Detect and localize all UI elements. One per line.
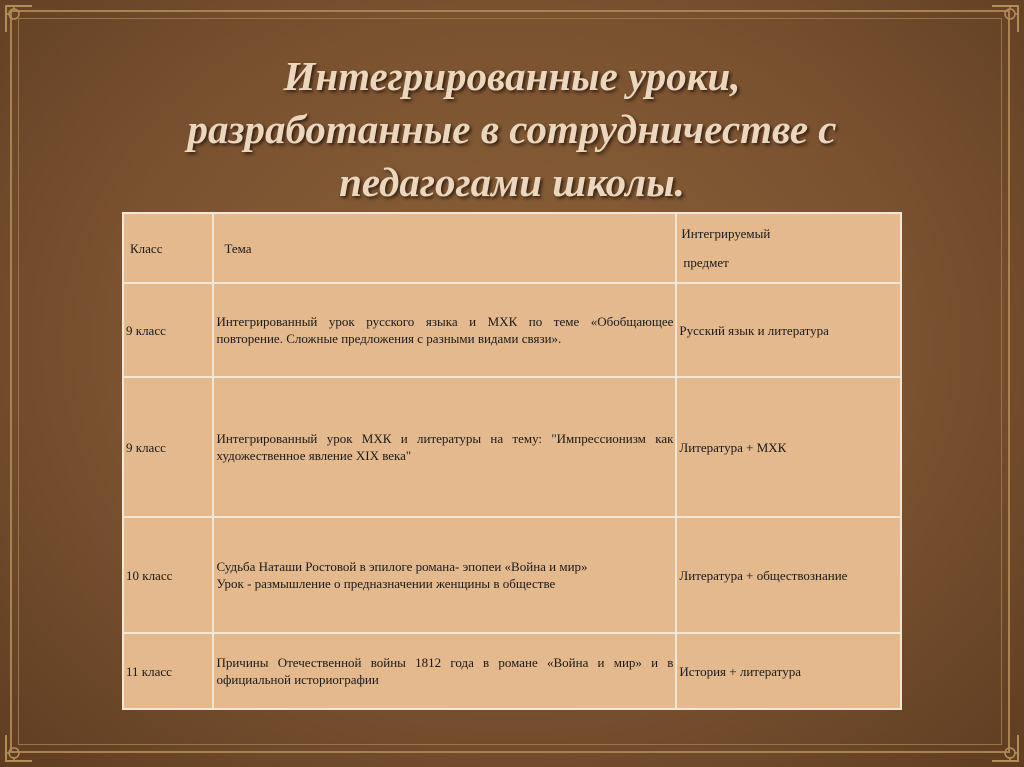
row-grade: 10 класс (123, 517, 213, 633)
row-topic: Интегрированный урок русского языка и МХК по теме «Обобщающее повторение. Сложные предложения с разными видами связи». (213, 283, 676, 377)
header-topic: Тема (213, 213, 676, 283)
lessons-table (122, 212, 902, 710)
table-row (123, 377, 901, 517)
corner-ornament-icon (2, 2, 36, 36)
row-grade: 9 класс (123, 377, 213, 517)
title-line: разработанные в сотрудничестве с (187, 106, 837, 152)
row-topic: Причины Отечественной войны 1812 года в романе «Война и мир» и в официальной историографии (213, 633, 676, 709)
row-subject: Литература + МХК (676, 377, 901, 517)
title-line: педагогами школы. (339, 159, 685, 205)
table-header-row (123, 213, 901, 283)
corner-ornament-icon (2, 731, 36, 765)
table-row (123, 633, 901, 709)
row-subject: Русский язык и литература (676, 283, 901, 377)
row-topic: Судьба Наташи Ростовой в эпилоге романа- эпопеи «Война и мир» Урок - размышление о предназначении женщины в обществе (213, 517, 676, 633)
corner-ornament-icon (988, 731, 1022, 765)
header-subject-line2: предмет (683, 255, 729, 270)
row-grade: 9 класс (123, 283, 213, 377)
row-grade: 11 класс (123, 633, 213, 709)
slide-title (100, 50, 924, 209)
table-row (123, 283, 901, 377)
table-row (123, 517, 901, 633)
row-subject: История + литература (676, 633, 901, 709)
row-subject: Литература + обществознание (676, 517, 901, 633)
corner-ornament-icon (988, 2, 1022, 36)
title-line: Интегрированные уроки, (283, 53, 741, 99)
row-topic: Интегрированный урок МХК и литературы на тему: "Импрессионизм как художественное явление XIX века" (213, 377, 676, 517)
header-subject-line1: Интегрируемый (681, 226, 771, 241)
header-subject (676, 213, 901, 283)
header-grade: Класс (123, 213, 213, 283)
